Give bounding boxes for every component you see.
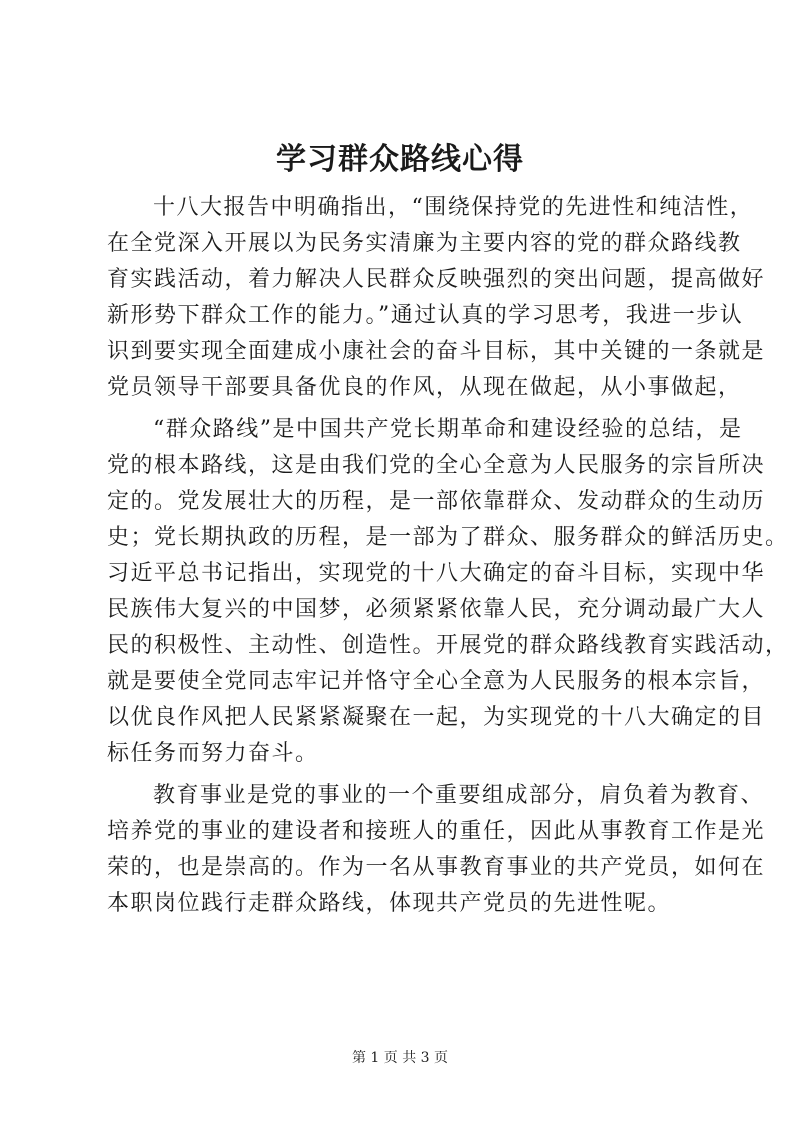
text-line: “群众路线”是中国共产党长期革命和建设经验的总结，是 — [153, 417, 743, 442]
text-line: 标任务而努力奋斗。 — [107, 741, 319, 766]
text-line: 十八大报告中明确指出，“围绕保持党的先进性和纯洁性， — [153, 195, 754, 220]
text-line: 就是要使全党同志牢记并恪守全心全意为人民服务的根本宗旨， — [107, 669, 766, 694]
text-line: 新形势下群众工作的能力。”通过认真的学习思考，我进一步认 — [107, 303, 744, 328]
text-line: 识到要实现全面建成小康社会的奋斗目标，其中关键的一条就是 — [107, 339, 766, 364]
text-line: 党员领导干部要具备优良的作风，从现在做起，从小事做起， — [107, 375, 742, 400]
text-line: 史；党长期执政的历程，是一部为了群众、服务群众的鲜活历史。 — [107, 525, 789, 550]
text-line: 习近平总书记指出，实现党的十八大确定的奋斗目标，实现中华 — [107, 561, 766, 586]
paragraph-1 — [107, 190, 766, 406]
text-line: 本职岗位践行走群众路线，体现共产党员的先进性呢。 — [107, 891, 672, 916]
text-line: 育实践活动，着力解决人民群众反映强烈的突出问题，提高做好 — [107, 267, 766, 292]
text-line: 定的。党发展壮大的历程，是一部依靠群众、发动群众的生动历 — [107, 489, 766, 514]
text-line: 教育事业是党的事业的一个重要组成部分，肩负着为教育、 — [153, 783, 765, 808]
paragraph-2 — [107, 412, 789, 772]
page-footer: 第 1 页 共 3 页 — [351, 1050, 449, 1066]
text-line: 荣的，也是崇高的。作为一名从事教育事业的共产党员，如何在 — [107, 855, 766, 880]
text-line: 民族伟大复兴的中国梦，必须紧紧依靠人民，充分调动最广大人 — [107, 597, 766, 622]
document-title: 学习群众路线心得 — [276, 142, 524, 177]
text-line: 以优良作风把人民紧紧凝聚在一起，为实现党的十八大确定的目 — [107, 705, 766, 730]
document-body — [107, 190, 789, 928]
text-line: 民的积极性、主动性、创造性。开展党的群众路线教育实践活动， — [107, 633, 789, 658]
paragraph-3 — [107, 778, 766, 922]
text-line: 党的根本路线，这是由我们党的全心全意为人民服务的宗旨所决 — [107, 453, 766, 478]
text-line: 在全党深入开展以为民务实清廉为主要内容的党的群众路线教 — [107, 231, 742, 256]
text-line: 培养党的事业的建设者和接班人的重任，因此从事教育工作是光 — [107, 819, 766, 844]
